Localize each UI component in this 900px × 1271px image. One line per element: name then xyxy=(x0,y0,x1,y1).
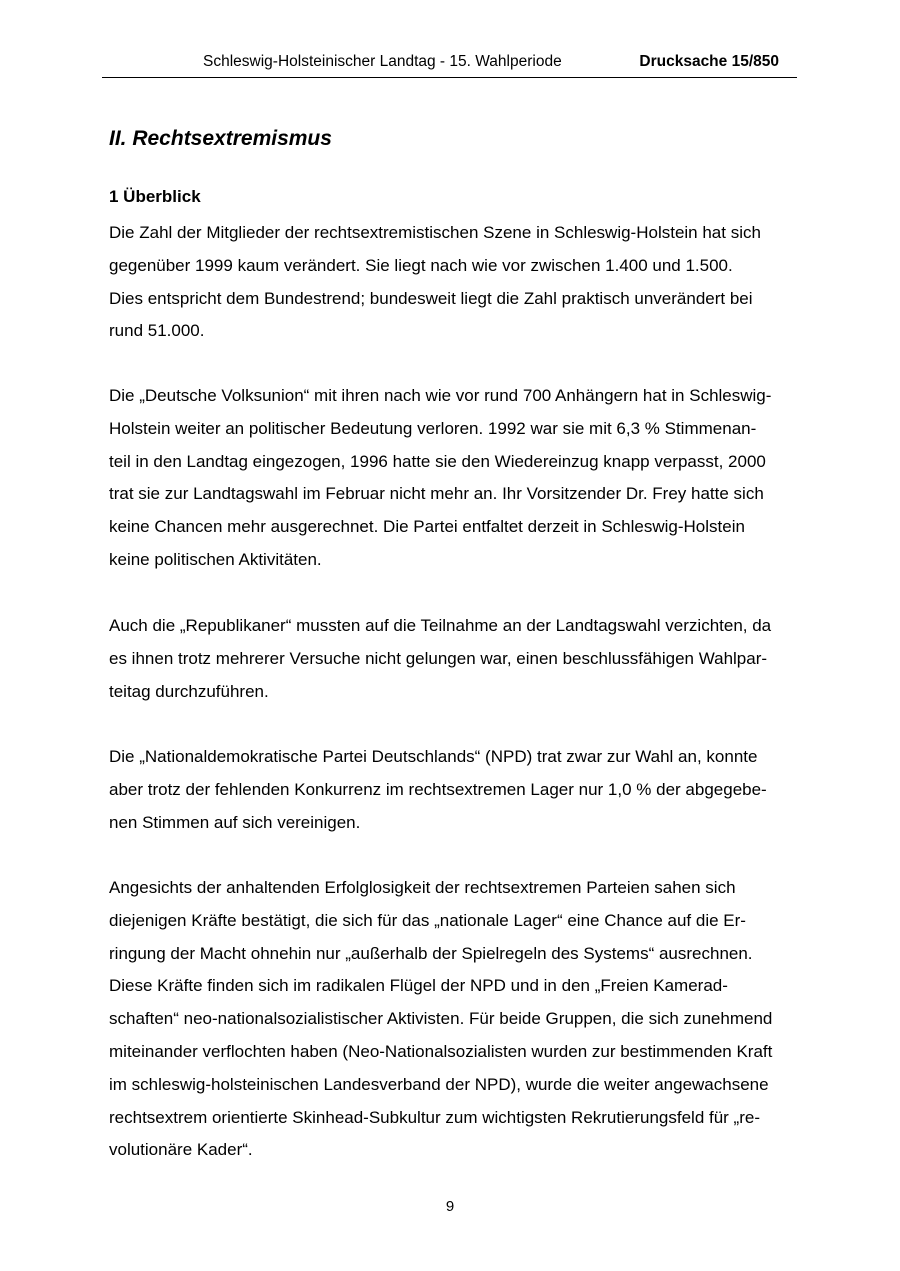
text-line: Auch die „Republikaner“ mussten auf die Teilnahme an der Landtagswahl verzichten, da xyxy=(109,616,772,635)
section-title: 1 Überblick xyxy=(109,187,201,206)
page-header xyxy=(102,50,797,78)
paragraph-dvu xyxy=(109,380,799,577)
paragraph-republikaner xyxy=(109,610,799,708)
text-line: nen Stimmen auf sich vereinigen. xyxy=(109,812,361,832)
paragraph-npd xyxy=(109,741,799,839)
text-line: schaften“ neo-nationalsozialistischer Aktivisten. Für beide Gruppen, die sich zunehmend xyxy=(109,1009,773,1029)
text-line: Diese Kräfte finden sich im radikalen Flügel der NPD und in den „Freien Kamerad- xyxy=(109,976,728,996)
paragraph-radical-forces xyxy=(109,872,799,1167)
paragraph-overview xyxy=(109,217,799,348)
chapter-title: II. Rechtsextremismus xyxy=(109,127,332,150)
text-line: gegenüber 1999 kaum verändert. Sie liegt nach wie vor zwischen 1.400 und 1.500. xyxy=(109,255,733,275)
text-line: rund 51.000. xyxy=(109,321,205,341)
page-number: 9 xyxy=(445,1198,455,1215)
text-line: teitag durchzuführen. xyxy=(109,681,269,701)
text-line: trat sie zur Landtagswahl im Februar nicht mehr an. Ihr Vorsitzender Dr. Frey hatte sich xyxy=(109,484,764,504)
text-line: keine Chancen mehr ausgerechnet. Die Partei entfaltet derzeit in Schleswig-Holstein xyxy=(109,517,745,537)
text-line: volutionäre Kader“. xyxy=(109,1140,253,1160)
text-line: ringung der Macht ohnehin nur „außerhalb der Spielregeln des Systems“ ausrechnen. xyxy=(109,943,753,963)
text-line: aber trotz der fehlenden Konkurrenz im rechtsextremen Lager nur 1,0 % der abgegebe- xyxy=(109,779,767,799)
text-line: diejenigen Kräfte bestätigt, die sich für das „nationale Lager“ eine Chance auf die Er- xyxy=(109,910,746,930)
text-line: es ihnen trotz mehrerer Versuche nicht gelungen war, einen beschlussfähigen Wahlpar- xyxy=(109,648,768,668)
text-line: Die „Deutsche Volksunion“ mit ihren nach wie vor rund 700 Anhängern hat in Schleswig- xyxy=(109,386,772,405)
text-line: keine politischen Aktivitäten. xyxy=(109,549,322,569)
header-parliament-title: Schleswig-Holsteinischer Landtag - 15. Wahlperiode xyxy=(203,53,562,70)
text-line: miteinander verflochten haben (Neo-Nationalsozialisten wurden zur bestimmenden Kraft xyxy=(109,1041,773,1061)
header-document-number: Drucksache 15/850 xyxy=(639,53,779,70)
text-line: rechtsextrem orientierte Skinhead-Subkultur zum wichtigsten Rekrutierungsfeld für „re- xyxy=(109,1107,760,1127)
text-line: Die „Nationaldemokratische Partei Deutschlands“ (NPD) trat zwar zur Wahl an, konnte xyxy=(109,747,758,766)
text-line: Dies entspricht dem Bundestrend; bundesweit liegt die Zahl praktisch unverändert bei xyxy=(109,288,753,308)
text-line: im schleswig-holsteinischen Landesverband der NPD), wurde die weiter angewachsene xyxy=(109,1074,769,1094)
text-line: Holstein weiter an politischer Bedeutung verloren. 1992 war sie mit 6,3 % Stimmenan- xyxy=(109,418,757,438)
text-line: teil in den Landtag eingezogen, 1996 hatte sie den Wiedereinzug knapp verpasst, 2000 xyxy=(109,451,766,471)
text-line: Die Zahl der Mitglieder der rechtsextremistischen Szene in Schleswig-Holstein hat sich xyxy=(109,223,761,242)
text-line: Angesichts der anhaltenden Erfolglosigkeit der rechtsextremen Parteien sahen sich xyxy=(109,878,736,897)
